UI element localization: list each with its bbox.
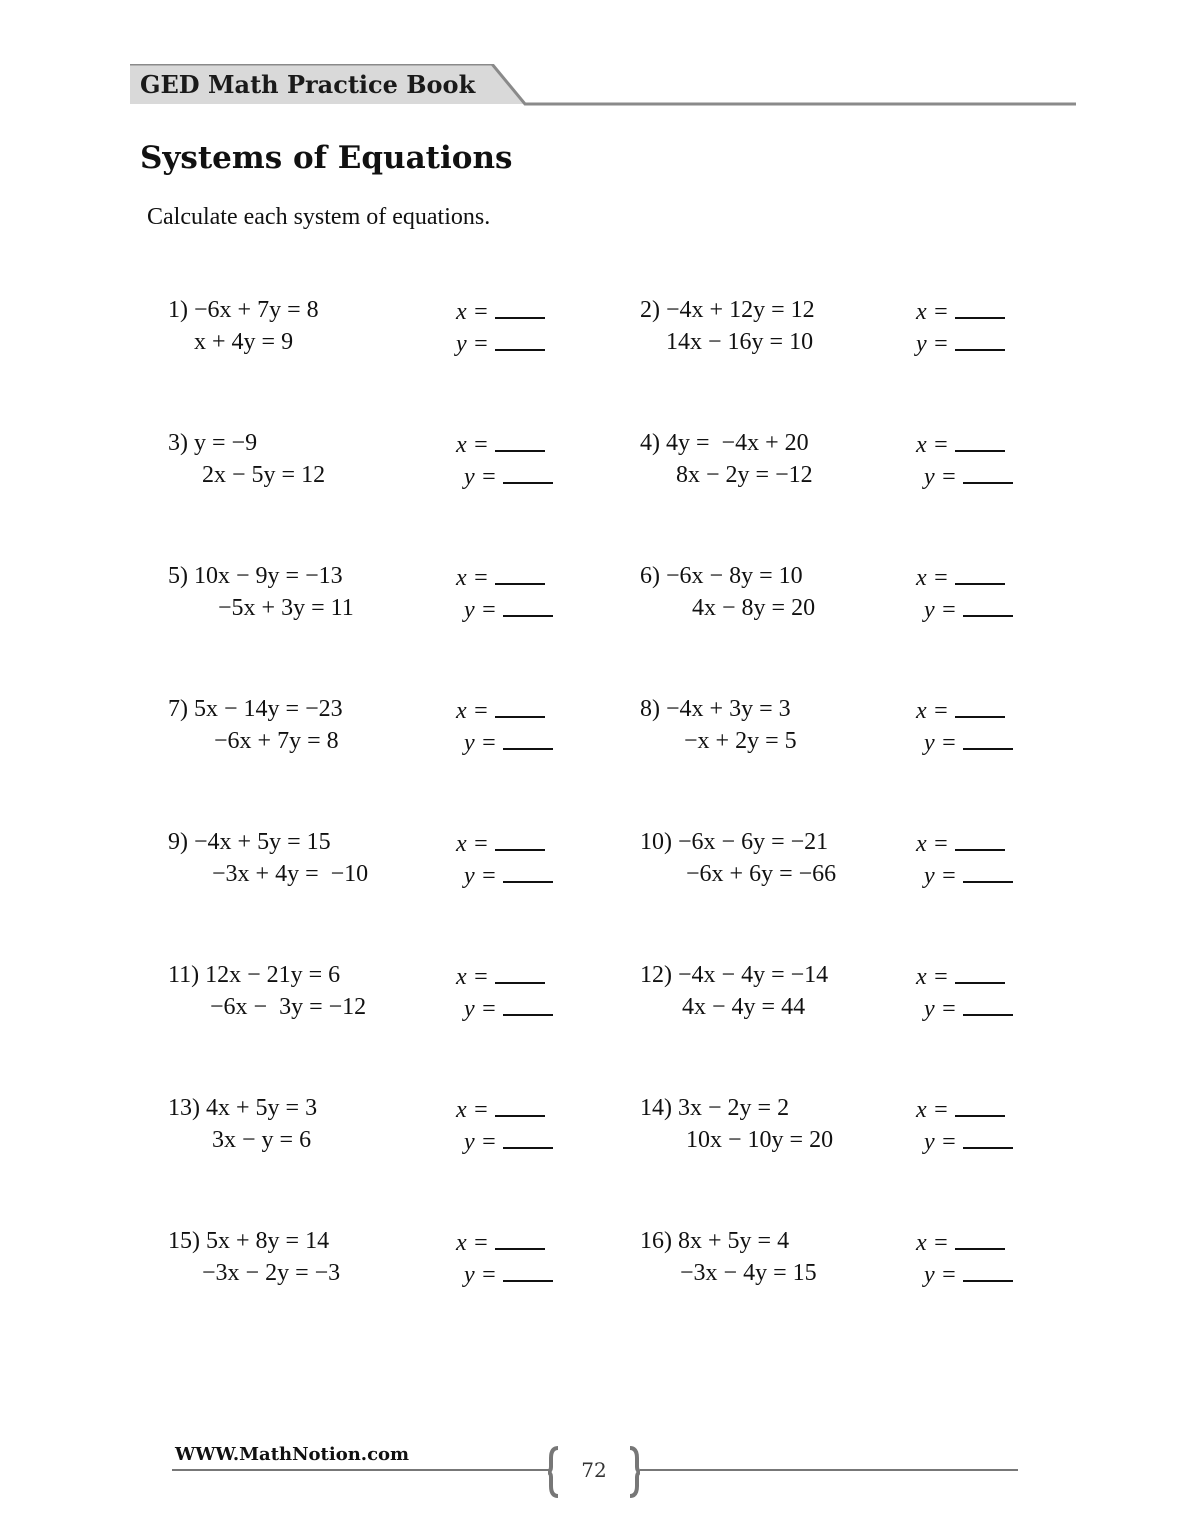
equation-1 <box>640 430 809 457</box>
answer-x <box>916 696 1005 725</box>
answer-x <box>456 1095 545 1124</box>
page-number: 72 <box>581 1458 607 1482</box>
answer-y-label: y = <box>924 1129 957 1155</box>
answer-x <box>456 962 545 991</box>
problem-6 <box>640 563 1040 633</box>
problem-4 <box>640 430 1040 500</box>
problem-number: 8) <box>640 696 660 722</box>
answer-y-blank[interactable] <box>963 595 1013 617</box>
equation-2: −5x + 3y = 11 <box>218 595 354 621</box>
answer-y-label: y = <box>924 996 957 1022</box>
answer-x-blank[interactable] <box>495 1228 545 1250</box>
answer-x-label: x = <box>916 698 949 724</box>
answer-x <box>916 297 1005 326</box>
problem-number: 16) <box>640 1228 672 1254</box>
equation-2: −6x + 6y = −66 <box>686 861 837 887</box>
equation-1 <box>640 696 791 723</box>
problem-7 <box>168 696 568 766</box>
answer-y-blank[interactable] <box>503 861 553 883</box>
equation-2: −3x − 2y = −3 <box>202 1260 341 1286</box>
problem-number: 5) <box>168 563 188 589</box>
answer-x-label: x = <box>456 1097 489 1123</box>
answer-x-label: x = <box>456 964 489 990</box>
answer-x <box>916 563 1005 592</box>
answer-y-label: y = <box>464 464 497 490</box>
equation-2: −3x + 4y = −10 <box>212 861 369 887</box>
problem-16 <box>640 1228 1040 1298</box>
answer-y-blank[interactable] <box>963 728 1013 750</box>
footer-website[interactable]: WWW.MathNotion.com <box>175 1444 410 1465</box>
problem-number: 7) <box>168 696 188 722</box>
answer-x <box>916 430 1005 459</box>
equation-2: 8x − 2y = −12 <box>676 462 813 488</box>
answer-x-label: x = <box>916 831 949 857</box>
footer-rule-right <box>640 1469 1018 1471</box>
answer-x-blank[interactable] <box>955 1095 1005 1117</box>
answer-y-blank[interactable] <box>503 595 553 617</box>
answer-y <box>924 861 1013 890</box>
answer-y <box>924 728 1013 757</box>
answer-y-blank[interactable] <box>495 329 545 351</box>
answer-x <box>456 563 545 592</box>
equation-2: −6x + 7y = 8 <box>214 728 339 754</box>
answer-y-label: y = <box>464 1262 497 1288</box>
equation-1-text: −4x + 12y = 12 <box>666 297 815 323</box>
equation-1-text: 12x − 21y = 6 <box>205 962 341 988</box>
answer-x-blank[interactable] <box>955 829 1005 851</box>
answer-x <box>456 829 545 858</box>
equation-1 <box>168 962 340 989</box>
answer-y <box>464 1127 553 1156</box>
problem-12 <box>640 962 1040 1032</box>
answer-x-blank[interactable] <box>495 430 545 452</box>
answer-y-label: y = <box>924 597 957 623</box>
answer-x <box>916 829 1005 858</box>
answer-x <box>456 1228 545 1257</box>
equation-2: 2x − 5y = 12 <box>202 462 326 488</box>
equation-1 <box>640 962 828 989</box>
answer-x-blank[interactable] <box>495 563 545 585</box>
answer-x-label: x = <box>456 432 489 458</box>
equation-1-text: 5x − 14y = −23 <box>194 696 343 722</box>
answer-y-blank[interactable] <box>963 1127 1013 1149</box>
answer-x-blank[interactable] <box>955 962 1005 984</box>
answer-x <box>916 962 1005 991</box>
answer-y-label: y = <box>916 331 949 357</box>
equation-1-text: y = −9 <box>194 430 258 456</box>
answer-y <box>464 1260 553 1289</box>
answer-x-blank[interactable] <box>955 430 1005 452</box>
answer-x-blank[interactable] <box>955 1228 1005 1250</box>
equation-1-text: 4x + 5y = 3 <box>206 1095 318 1121</box>
problem-11 <box>168 962 568 1032</box>
problem-number: 10) <box>640 829 672 855</box>
problem-10 <box>640 829 1040 899</box>
answer-x-blank[interactable] <box>955 696 1005 718</box>
answer-y-label: y = <box>464 996 497 1022</box>
equation-2: −3x − 4y = 15 <box>680 1260 817 1286</box>
answer-x-label: x = <box>456 565 489 591</box>
answer-y-label: y = <box>464 597 497 623</box>
problem-1 <box>168 297 568 367</box>
problem-number: 3) <box>168 430 188 456</box>
answer-y <box>464 728 553 757</box>
equation-1 <box>640 297 815 324</box>
page-number-badge <box>548 1444 640 1500</box>
equation-1 <box>168 696 343 723</box>
equation-1 <box>168 829 331 856</box>
answer-y-blank[interactable] <box>503 728 553 750</box>
equation-1 <box>168 1228 329 1255</box>
answer-y <box>924 1260 1013 1289</box>
equation-1-text: 5x + 8y = 14 <box>206 1228 330 1254</box>
answer-x-label: x = <box>456 299 489 325</box>
answer-x-label: x = <box>456 831 489 857</box>
problem-2 <box>640 297 1040 367</box>
problem-number: 2) <box>640 297 660 323</box>
answer-x <box>456 297 545 326</box>
equation-1-text: 4y = −4x + 20 <box>666 430 809 456</box>
answer-y-label: y = <box>924 863 957 889</box>
equation-1 <box>168 430 257 457</box>
answer-y <box>464 462 553 491</box>
equation-1-text: −4x + 5y = 15 <box>194 829 331 855</box>
answer-x-label: x = <box>916 1230 949 1256</box>
problem-number: 1) <box>168 297 188 323</box>
equation-2: 3x − y = 6 <box>212 1127 312 1153</box>
page-title: Systems of Equations <box>140 140 513 176</box>
instructions: Calculate each system of equations. <box>147 204 491 230</box>
answer-x-blank[interactable] <box>495 962 545 984</box>
answer-y-label: y = <box>464 1129 497 1155</box>
problem-3 <box>168 430 568 500</box>
equation-1-text: 10x − 9y = −13 <box>194 563 343 589</box>
problem-number: 14) <box>640 1095 672 1121</box>
answer-x-blank[interactable] <box>495 297 545 319</box>
answer-y <box>924 994 1013 1023</box>
answer-y <box>464 595 553 624</box>
equation-1-text: 3x − 2y = 2 <box>678 1095 790 1121</box>
equation-1 <box>168 1095 317 1122</box>
answer-y-label: y = <box>456 331 489 357</box>
answer-x-blank[interactable] <box>955 563 1005 585</box>
equation-2: 10x − 10y = 20 <box>686 1127 834 1153</box>
equation-2: 4x − 8y = 20 <box>692 595 816 621</box>
answer-y-blank[interactable] <box>503 462 553 484</box>
problem-13 <box>168 1095 568 1165</box>
answer-y-blank[interactable] <box>503 1260 553 1282</box>
footer-rule-left <box>172 1469 550 1471</box>
problem-8 <box>640 696 1040 766</box>
equation-2: 14x − 16y = 10 <box>666 329 814 355</box>
problem-number: 12) <box>640 962 672 988</box>
answer-y <box>924 462 1013 491</box>
equation-1-text: 8x + 5y = 4 <box>678 1228 790 1254</box>
equation-2: 4x − 4y = 44 <box>682 994 806 1020</box>
equation-1-text: −6x − 6y = −21 <box>678 829 829 855</box>
equation-2: −x + 2y = 5 <box>684 728 797 754</box>
answer-y <box>464 994 553 1023</box>
equation-1 <box>640 829 828 856</box>
answer-x-label: x = <box>456 1230 489 1256</box>
problem-5 <box>168 563 568 633</box>
answer-y <box>924 1127 1013 1156</box>
equation-1-text: −4x − 4y = −14 <box>678 962 829 988</box>
problem-number: 9) <box>168 829 188 855</box>
answer-y <box>464 861 553 890</box>
answer-y <box>916 329 1005 358</box>
answer-y <box>924 595 1013 624</box>
answer-y-label: y = <box>924 464 957 490</box>
equation-1 <box>168 297 319 324</box>
answer-y <box>456 329 545 358</box>
answer-x-label: x = <box>916 565 949 591</box>
answer-y-label: y = <box>924 730 957 756</box>
equation-1-text: −6x + 7y = 8 <box>194 297 319 323</box>
answer-x-label: x = <box>916 299 949 325</box>
problem-14 <box>640 1095 1040 1165</box>
answer-x-label: x = <box>916 964 949 990</box>
problem-9 <box>168 829 568 899</box>
answer-y-blank[interactable] <box>955 329 1005 351</box>
answer-y-blank[interactable] <box>963 462 1013 484</box>
problem-number: 4) <box>640 430 660 456</box>
problem-number: 15) <box>168 1228 200 1254</box>
problem-number: 13) <box>168 1095 200 1121</box>
answer-y-label: y = <box>464 863 497 889</box>
answer-x <box>456 430 545 459</box>
answer-x-blank[interactable] <box>955 297 1005 319</box>
equation-1 <box>640 1095 789 1122</box>
equation-1-text: −4x + 3y = 3 <box>666 696 791 722</box>
answer-x <box>916 1095 1005 1124</box>
answer-x-label: x = <box>916 1097 949 1123</box>
equation-2: x + 4y = 9 <box>194 329 294 355</box>
answer-y-blank[interactable] <box>963 861 1013 883</box>
book-title: GED Math Practice Book <box>140 70 476 99</box>
equation-2: −6x − 3y = −12 <box>210 994 367 1020</box>
answer-y-label: y = <box>464 730 497 756</box>
answer-x-blank[interactable] <box>495 696 545 718</box>
problem-15 <box>168 1228 568 1298</box>
answer-x-blank[interactable] <box>495 829 545 851</box>
answer-y-blank[interactable] <box>503 1127 553 1149</box>
problem-number: 11) <box>168 962 200 988</box>
problem-number: 6) <box>640 563 660 589</box>
answer-x-blank[interactable] <box>495 1095 545 1117</box>
equation-1 <box>640 563 803 590</box>
answer-y-label: y = <box>924 1262 957 1288</box>
answer-x <box>916 1228 1005 1257</box>
answer-y-blank[interactable] <box>963 1260 1013 1282</box>
answer-y-blank[interactable] <box>503 994 553 1016</box>
equation-1 <box>640 1228 789 1255</box>
answer-x <box>456 696 545 725</box>
answer-x-label: x = <box>456 698 489 724</box>
equation-1 <box>168 563 343 590</box>
equation-1-text: −6x − 8y = 10 <box>666 563 803 589</box>
answer-y-blank[interactable] <box>963 994 1013 1016</box>
answer-x-label: x = <box>916 432 949 458</box>
